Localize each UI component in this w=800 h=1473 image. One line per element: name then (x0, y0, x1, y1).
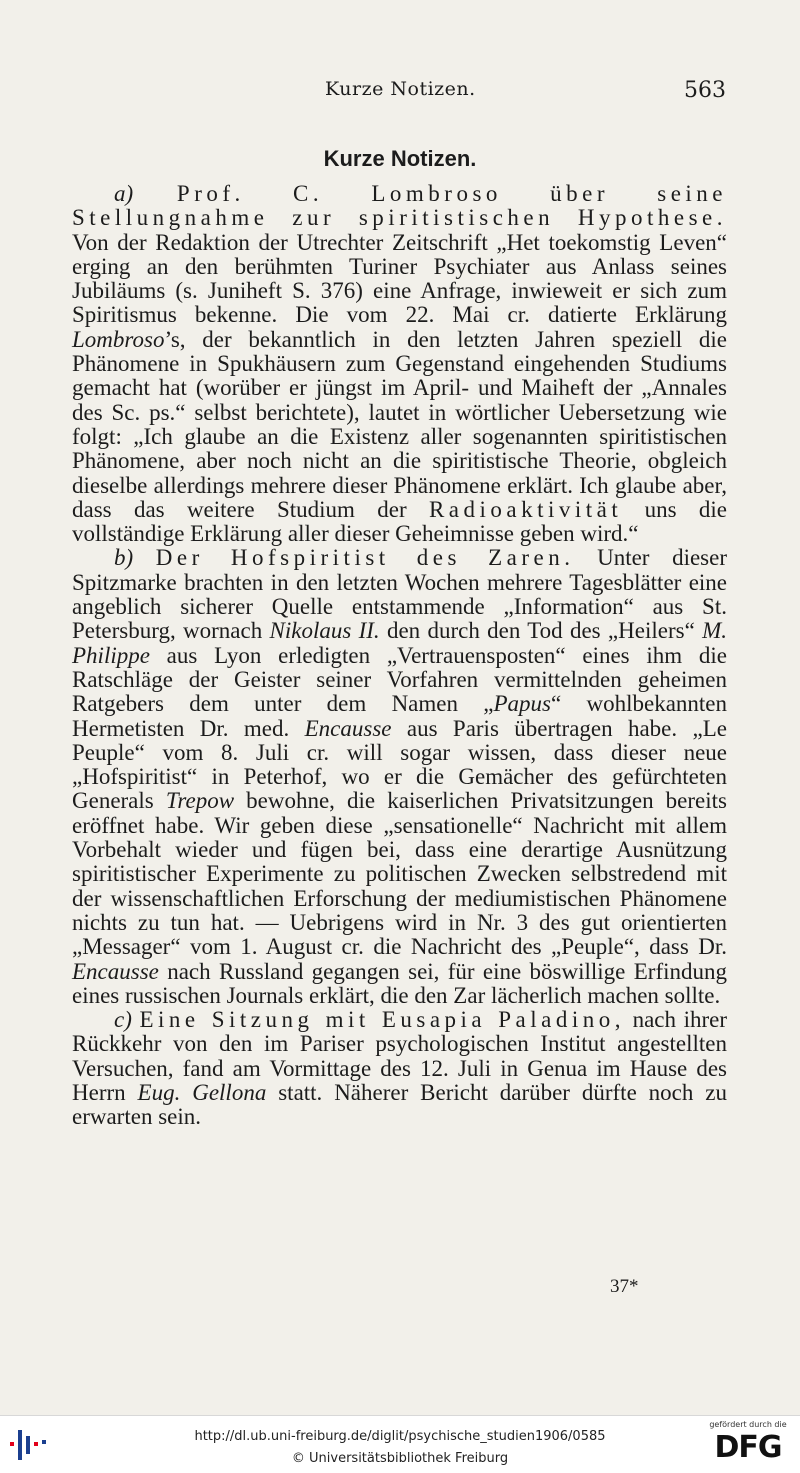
note-label: a) (114, 181, 134, 206)
article-body (72, 182, 727, 1130)
running-title: Kurze Notizen. (325, 78, 476, 100)
dfg-logo (704, 1420, 792, 1468)
note-text: nach ihrer Rückkehr von den im Pariser psychologischen Institut angestellten Versuchen, fand am Vormittage des 12. Juli in Genua im Hause des Herrn (72, 1007, 727, 1105)
person-name: Encausse (304, 715, 392, 741)
note-text: nach Russland gegangen sei, für eine böswillige Erfindung eines russischen Journals erklärt, die den Zar lächerlich machen sollte. (72, 958, 727, 1008)
emphasis: Radioaktivität (428, 496, 623, 522)
note-label: b) (114, 545, 134, 571)
note-text: Von der Redaktion der Utrechter Zeitschrift „Het toekomstig Leven“ erging an den berühmten Turiner Psychiater aus Anlass seines Jubiläums (s. Juniheft S. 376) eine Anfrage, inwieweit er sich zum Spiritismus bekenne. Die vom 22. Mai cr. datierte Erklärung (72, 229, 727, 328)
footer-bar (0, 1415, 800, 1473)
section-title: Kurze Notizen. (323, 146, 477, 171)
signature-mark: 37* (610, 1276, 639, 1297)
dfg-tagline: gefördert durch die (709, 1420, 787, 1429)
note-a (72, 182, 727, 546)
note-text: bewohne, die kaiserlichen Privatsitzungen bereits eröffnet habe. Wir geben diese „sensationelle“ Nachricht mit allem Vorbehalt wieder und fügen bei, dass eine derartige Ausnützung spiritistischer Experimente zu politischen Zwecken selbstredend mit der wissenschaftlichen Erforschung der mediumistischen Phänomene nichts zu tun hat. — Uebrigens wird in Nr. 3 des gut orientierten „Messager“ vom 1. August cr. die Nachricht des „Peuple“, dass Dr. (72, 788, 727, 960)
running-head (70, 78, 730, 108)
note-text: ’s, der bekanntlich in den letzten Jahren speziell die Phänomene in Spukhäusern zum Gegenstand eingehenden Studiums gemacht hat (worüber er jüngst im April- und Maiheft der „Annales des Sc. ps.“ selbst berichtete), lautet in wörtlicher Uebersetzung wie folgt: „Ich glaube an die Existenz aller sogenannten spiritistischen Phänomene, aber noch nicht an die spiritistische Theorie, obgleich dieselbe allerdings mehrere dieser Phänomene erklärt. Ich glaube aber, dass das weitere Studium der (72, 326, 727, 522)
note-b (72, 546, 727, 1008)
note-text: aus Paris übertragen habe. „Le Peuple“ vom 8. Juli cr. will sogar wissen, dass dieser neue „Hofspiritist“ in Peterhof, wo er die Gemächer des gefürchteten Generals (72, 715, 727, 814)
page-number: 563 (684, 78, 726, 103)
person-name: Trepow (165, 788, 235, 814)
note-heading: Prof. C. Lombroso über seine Stellungnahme zur spiritistischen Hypothese. (72, 181, 727, 231)
note-text: aus Lyon erledigten „Vertrauensposten“ eines ihm die Ratschläge der Geister seiner Vorfahren vermittelnden geheimen Ratgebers dem unter dem Namen „ (72, 642, 727, 717)
note-text: statt. Näherer Bericht darüber dürfte noch zu erwarten sein. (72, 1079, 727, 1130)
copyright-notice: © Universitätsbibliothek Freiburg (291, 1451, 509, 1466)
person-name: Lombroso (72, 326, 165, 352)
note-text: uns die vollständige Erklärung aller dieser Geheimnisse geben wird.“ (72, 496, 727, 547)
note-text: “ wohlbekannten Hermetisten Dr. med. (72, 691, 727, 741)
note-label: c) (114, 1007, 132, 1033)
person-name: Eug. Gellona (137, 1079, 267, 1105)
note-heading: Der Hofspiritist des Zaren. (155, 545, 575, 571)
note-heading: Eine Sitzung mit Eusapia Paladino, (139, 1007, 625, 1033)
note-text: den durch den Tod des „Heilers“ (379, 618, 703, 644)
person-name: Nikolaus II. (269, 618, 380, 644)
person-name: Papus (493, 691, 551, 717)
note-text: Unter dieser Spitzmarke brachten in den letzten Wochen mehrere Tagesblätter eine angeblich sicherer Quelle entstammende „Information“ aus St. Petersburg, wornach (72, 545, 727, 644)
dfg-wordmark: DFG (714, 1430, 782, 1465)
note-c (72, 1008, 727, 1129)
permalink[interactable]: http://dl.ub.uni-freiburg.de/diglit/psychische_studien1906/0585 (194, 1429, 606, 1444)
person-name: M. Philippe (72, 618, 727, 668)
person-name: Encausse (72, 958, 159, 984)
